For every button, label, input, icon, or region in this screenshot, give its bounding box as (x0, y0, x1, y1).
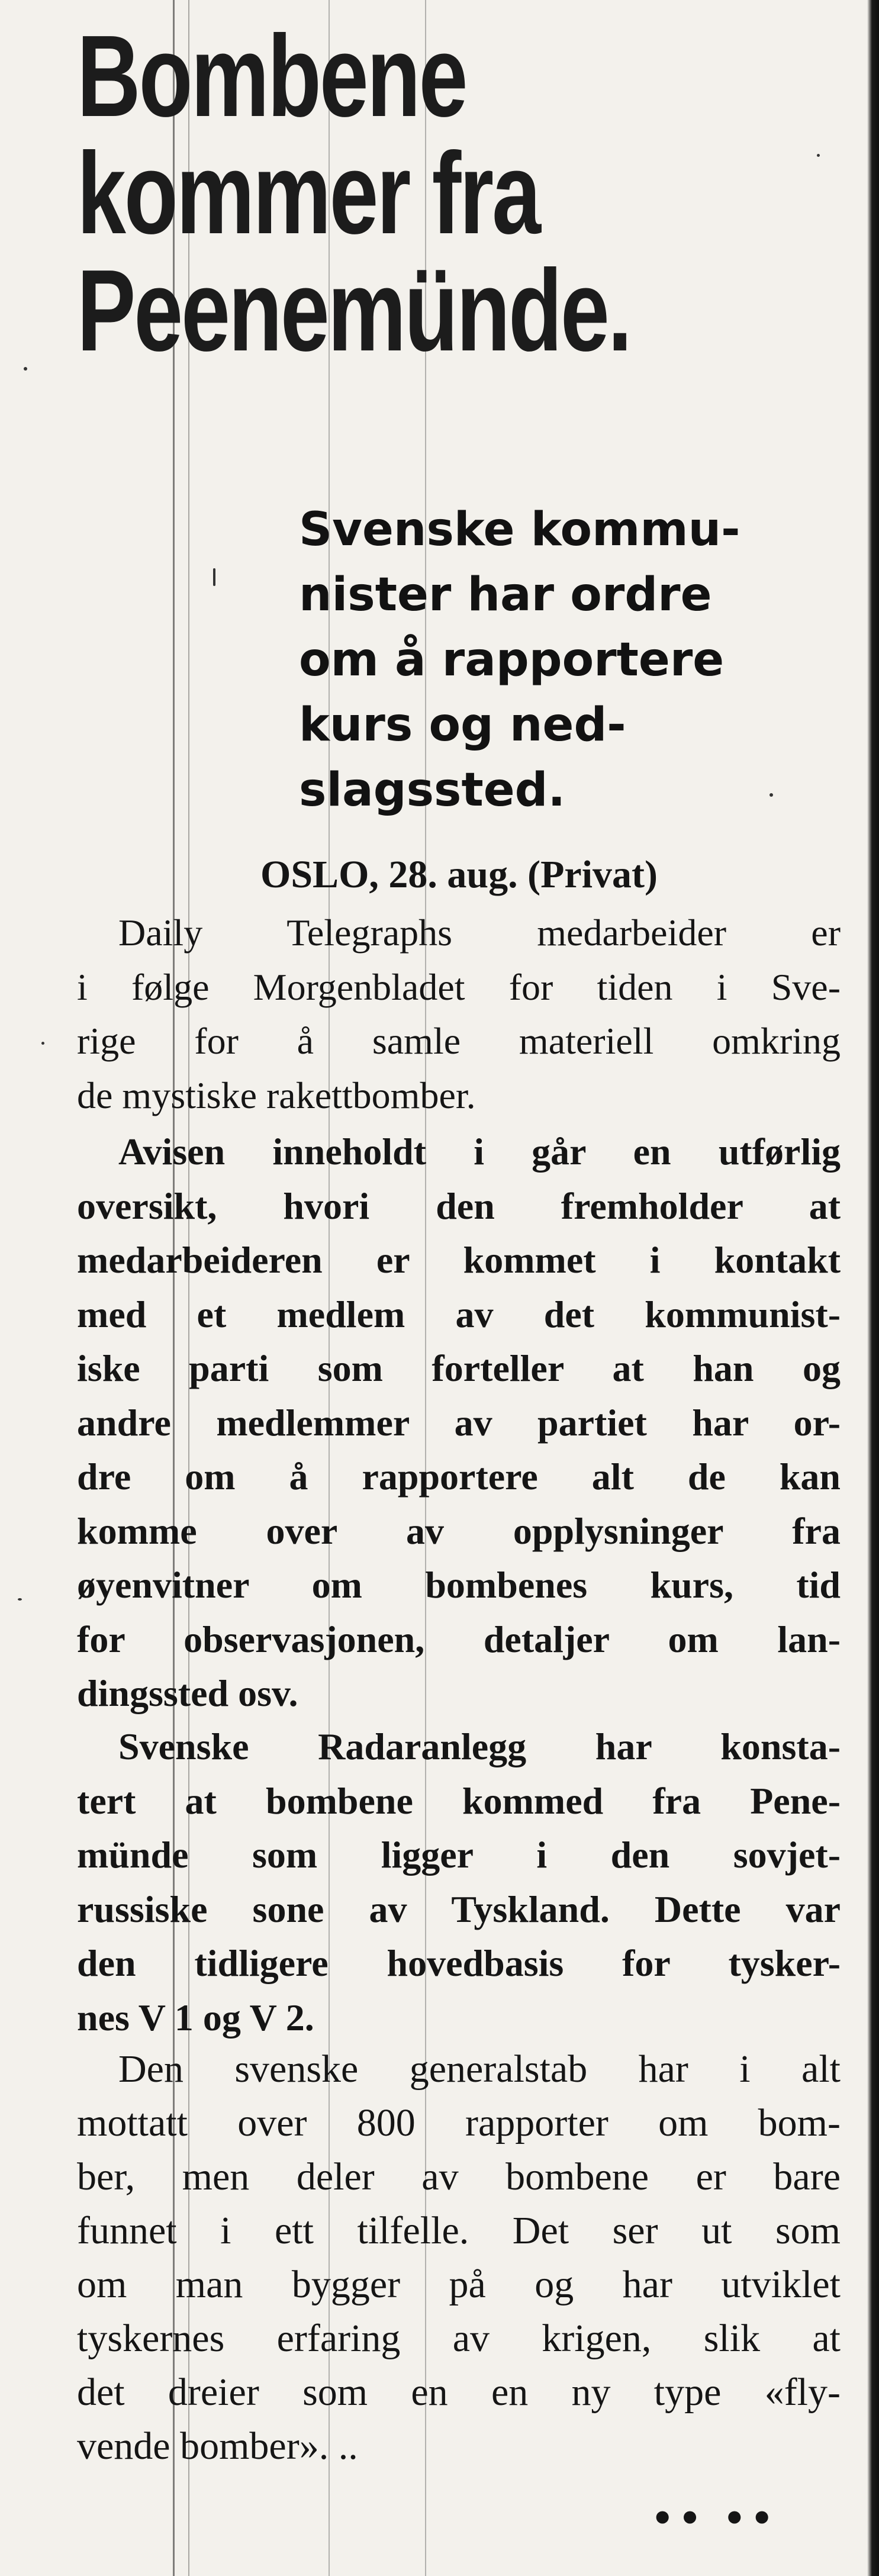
noise-speck (41, 1042, 44, 1045)
paragraph-line: det dreier som en en ny type «fly- (77, 2371, 841, 2414)
paragraph-line: münde som ligger i den sovjet- (77, 1834, 841, 1876)
subheadline-line: Svenske kommu- (299, 503, 740, 556)
body-paragraph (77, 906, 841, 1122)
paragraph-line: medarbeideren er kommet i kontakt (77, 1239, 841, 1281)
paragraph-line: funnet i ett tilfelle. Det ser ut som (77, 2209, 841, 2252)
dateline: OSLO, 28. aug. (Privat) (260, 853, 658, 896)
paragraph-line: vende bomber». .. (77, 2424, 358, 2468)
paragraph-line: de mystiske rakettbomber. (77, 1074, 476, 1116)
paragraph-line: dre om å rapportere alt de kan (77, 1456, 841, 1498)
paragraph-line: om man bygger på og har utviklet (77, 2263, 841, 2306)
paragraph-line: for observasjonen, detaljer om lan- (77, 1618, 841, 1660)
headline-line: kommer fra (77, 128, 539, 258)
noise-speck (213, 568, 215, 586)
headline-line: Peenemünde. (77, 246, 631, 375)
subheadline-line: nister har ordre (299, 568, 712, 622)
paragraph-line: russiske sone av Tyskland. Dette var (77, 1888, 841, 1930)
paragraph-line: iske parti som forteller at han og (77, 1347, 841, 1389)
paragraph-line: ber, men deler av bombene er bare (77, 2155, 841, 2198)
page-edge-shadow (867, 0, 879, 2576)
end-marks: •• •• (651, 2498, 778, 2539)
paragraph-line: tyskernes erfaring av krigen, slik at (77, 2317, 841, 2360)
paragraph-line: Daily Telegraphs medarbeider er (118, 912, 841, 954)
paragraph-line: øyenvitner om bombenes kurs, tid (77, 1564, 841, 1606)
paragraph-line: den tidligere hovedbasis for tysker- (77, 1942, 841, 1984)
paragraph-line: med et medlem av det kommunist- (77, 1293, 841, 1335)
paragraph-line: nes V 1 og V 2. (77, 1996, 314, 2039)
subheadline-line: kurs og ned- (299, 698, 626, 752)
paragraph-line: Den svenske generalstab har i alt (118, 2047, 841, 2091)
noise-speck (817, 154, 820, 157)
paragraph-line: tert at bombene kommed fra Pene- (77, 1779, 841, 1822)
subheadline-line: slagssted. (299, 764, 566, 817)
paragraph-line: i følge Morgenbladet for tiden i Sve- (77, 965, 841, 1008)
body-paragraph (77, 1720, 841, 2044)
paragraph-line: Svenske Radaranlegg har konsta- (118, 1725, 841, 1767)
paragraph-line: dingssted osv. (77, 1672, 298, 1714)
subheadline-line: om å rapportere (299, 633, 725, 687)
body-paragraph (77, 2042, 841, 2473)
headline-line: Bombene (77, 11, 466, 141)
paragraph-line: Avisen inneholdt i går en utførlig (118, 1131, 841, 1173)
paragraph-line: rige for å samle materiell omkring (77, 1020, 841, 1062)
body-paragraph (77, 1125, 841, 1721)
paragraph-line: komme over av opplysninger fra (77, 1509, 841, 1552)
subheadline (299, 497, 855, 823)
headline (77, 11, 644, 375)
paragraph-line: andre medlemmer av partiet har or- (77, 1401, 841, 1444)
noise-speck (24, 367, 27, 371)
paragraph-line: oversikt, hvori den fremholder at (77, 1184, 841, 1227)
noise-speck (18, 1598, 22, 1601)
paragraph-line: mottatt over 800 rapporter om bom- (77, 2101, 841, 2144)
